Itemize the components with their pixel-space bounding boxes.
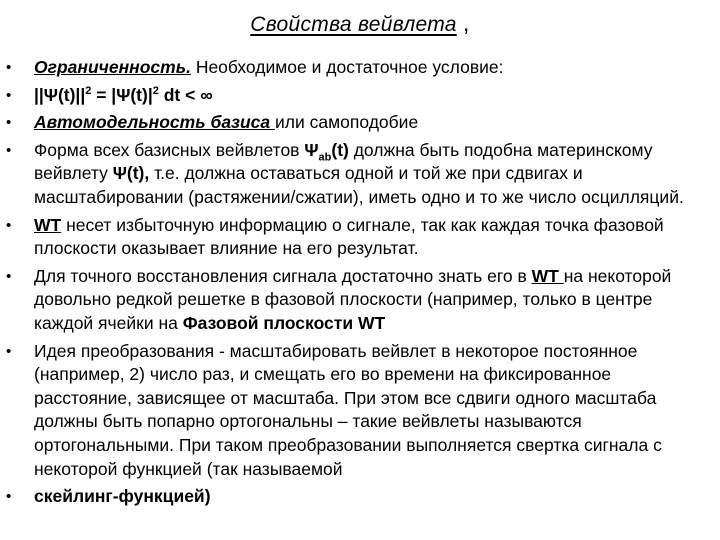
list-item-norm-formula — [0, 84, 694, 108]
norm-formula: $||\Psi(t)||^2 = |\Psi(t)|^2$ dt < ∞ — [34, 84, 213, 105]
term-wt: WT — [34, 214, 62, 235]
psi-mother-symbol: Ψ(t), — [112, 163, 150, 184]
list-item-basis-form: • Форма всех базисных вейвлетов $\Psi_{ab}(t)$ должна быть подобна материнскому вейвлету Ψ(t), т.е. должна оставаться одной и той же при сдвигах и масштабировании (растяжении/сжатии), иметь одно и то же число осцилляций. — [6, 139, 684, 207]
bullet-marker: • — [6, 59, 12, 76]
list-item-redundancy: • WT несет избыточную информацию о сигнале, так как каждая точка фазовой плоскости оказывает влияние на его результат. — [6, 214, 664, 259]
bullet-marker: • — [6, 342, 12, 360]
bullet-marker: • — [6, 141, 12, 159]
psi-ab-symbol: $\Psi_{ab}(t)$ — [304, 139, 349, 164]
bullet-marker: • — [6, 488, 12, 506]
bullet-marker: • — [6, 86, 12, 104]
slide-title-text: Свойства вейвлета — [250, 13, 457, 36]
term-phase-plane-wt: Фазовой плоскости WT — [182, 312, 386, 333]
infinity-symbol: ∞ — [200, 84, 213, 105]
term-boundedness: Ограниченность. — [34, 57, 191, 77]
bullet-marker: • — [6, 267, 12, 285]
list-item-boundedness — [0, 56, 694, 80]
list-item-reconstruction: • Для точного восстановления сигнала достаточно знать его в WT на некоторой довольно редкой решетке в фазовой плоскости (например, только в центре каждой ячейки на Фазовой плоскости WT — [6, 265, 672, 333]
list-item-scaling-function — [0, 485, 694, 509]
term-self-similarity: Автомодельность базиса — [34, 112, 275, 133]
bullet-list — [0, 56, 694, 513]
bullet-marker: • — [6, 114, 12, 132]
term-wt: WT — [531, 265, 564, 286]
list-item-self-similarity — [0, 111, 694, 135]
list-item-transform-idea: • Идея преобразования - масштабировать вейвлет в некоторое постоянное (например, 2) число раз, и смещать его во времени на фиксированное расстояние, зависящее от масштаба. При этом все сдвиги одного масштаба должны быть попарно ортогональны – такие вейвлеты называются ортогональными. При таком преобразовании выполняется свертка сигнала с некоторой функцией (так называемой — [6, 340, 662, 479]
item-text: или самоподобие — [275, 112, 419, 133]
term-scaling-function: скейлинг-функцией) — [34, 486, 211, 507]
item-text: Необходимое и достаточное условие: — [190, 57, 504, 77]
slide-title-comma: , — [462, 10, 470, 37]
slide-title — [0, 10, 720, 38]
bullet-marker: • — [6, 216, 12, 234]
